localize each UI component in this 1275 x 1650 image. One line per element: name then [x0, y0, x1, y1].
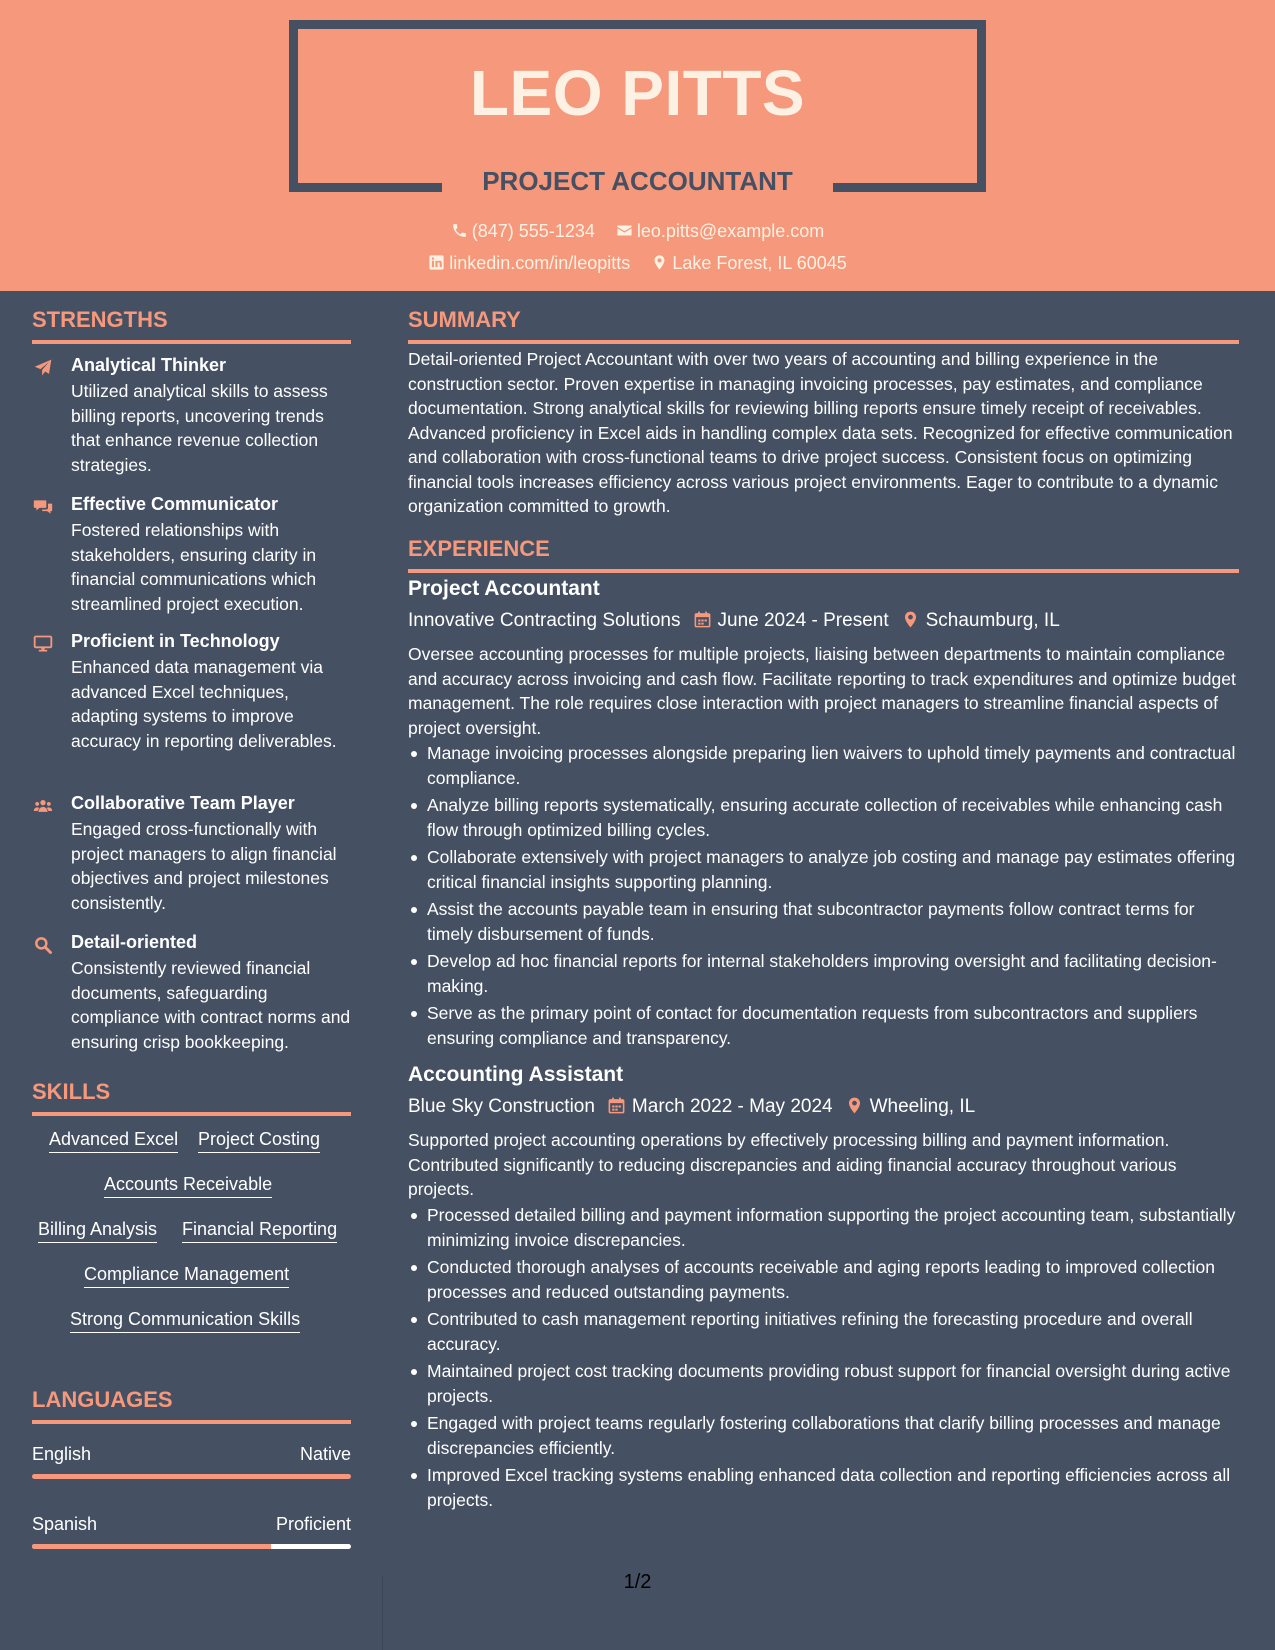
job-meta	[408, 1096, 975, 1118]
language-level: Proficient	[275, 1514, 351, 1534]
users-icon	[32, 796, 54, 816]
language-proficiency-fill	[32, 1544, 271, 1549]
strength-title: Analytical Thinker	[71, 355, 227, 375]
strength-description: Consistently reviewed financial documents, safeguarding compliance with contract norms and ensuring crisp bookkeeping.	[71, 958, 351, 1052]
map-marker-icon	[651, 254, 668, 271]
email-text: leo.pitts@example.com	[636, 221, 825, 241]
candidate-name: LEO PITTS	[469, 57, 806, 129]
comments-icon	[32, 497, 54, 517]
job-location: Schaumburg, IL	[925, 610, 1060, 631]
contact-email[interactable]	[616, 221, 824, 242]
strength-description: Enhanced data management via advanced Excel techniques, adapting systems to improve accuracy in reporting deliverables.	[71, 657, 337, 751]
contact-phone[interactable]	[451, 221, 595, 242]
job-meta	[408, 610, 1060, 632]
desktop-icon	[32, 634, 54, 654]
contact-row	[0, 221, 1275, 242]
resume-header	[0, 0, 1275, 291]
list-item: Contributed to cash management reporting initiatives refining the forecasting procedure and overall accuracy.	[408, 1307, 1238, 1356]
skills-heading: SKILLS	[32, 1079, 351, 1116]
list-item: Serve as the primary point of contact for documentation requests from subcontractors and suppliers ensuring compliance and transparency.	[408, 1001, 1238, 1050]
list-item: Analyze billing reports systematically, ensuring accurate collection of receivables while enhancing cash flow through optimized billing cycles.	[408, 793, 1238, 842]
list-item: Improved Excel tracking systems enabling enhanced data collection and reporting efficiencies across all projects.	[408, 1463, 1238, 1512]
list-item: Collaborate extensively with project managers to analyze job costing and manage pay estimates offering critical financial insights supporting planning.	[408, 845, 1238, 894]
strength-description: Fostered relationships with stakeholders, ensuring clarity in financial communications which streamlined project execution.	[71, 520, 317, 614]
map-marker-icon	[901, 610, 920, 629]
search-icon	[32, 935, 54, 955]
summary-heading: SUMMARY	[408, 307, 1239, 344]
summary-text: Detail-oriented Project Accountant with over two years of accounting and billing experience in the construction sector. Proven expertise in managing invoicing processes, pay estimates, and compliance documentation. Strong analytical skills for reviewing billing reports ensure timely receipt of receivables. Advanced proficiency in Excel aids in handling complex data sets. Recognized for effective communication and collaboration with cross-functional teams to drive project success. Consistent focus on optimizing financial tools increases efficiency across various project environments. Eager to contribute to a dynamic organization committed to growth.	[408, 349, 1233, 516]
skill-tag: Financial Reporting	[182, 1219, 337, 1243]
skill-tag: Accounts Receivable	[104, 1174, 272, 1198]
list-item: Manage invoicing processes alongside preparing lien waivers to uphold timely payments and contractual compliance.	[408, 741, 1238, 790]
skill-tag: Strong Communication Skills	[70, 1309, 300, 1333]
list-item: Engaged with project teams regularly fostering collaborations that clarify billing processes and manage discrepancies efficiently.	[408, 1411, 1238, 1460]
skill-tag: Billing Analysis	[38, 1219, 157, 1243]
strength-title: Effective Communicator	[71, 494, 279, 514]
page-number: 1/2	[623, 1571, 652, 1593]
contact-linkedin[interactable]	[428, 253, 630, 274]
job-bullet-list	[408, 741, 1238, 1053]
linkedin-text: linkedin.com/in/leopitts	[449, 253, 631, 273]
job-location: Wheeling, IL	[869, 1096, 976, 1117]
strength-description: Utilized analytical skills to assess billing reports, uncovering trends that enhance revenue collection strategies.	[71, 381, 328, 475]
languages-heading: LANGUAGES	[32, 1387, 351, 1424]
calendar-icon	[607, 1096, 626, 1115]
linkedin-icon	[428, 254, 445, 271]
job-title: Project Accountant	[408, 577, 600, 600]
candidate-title: PROJECT ACCOUNTANT	[482, 166, 793, 196]
contact-location	[651, 253, 846, 274]
strength-title: Collaborative Team Player	[71, 793, 295, 813]
phone-text: (847) 555-1234	[471, 221, 595, 241]
language-proficiency-bar	[32, 1474, 351, 1479]
language-level: Native	[299, 1444, 351, 1464]
skill-tag: Advanced Excel	[49, 1129, 178, 1153]
job-bullet-list	[408, 1203, 1238, 1515]
list-item: Develop ad hoc financial reports for internal stakeholders improving oversight and facilitating decision-making.	[408, 949, 1238, 998]
envelope-icon	[616, 222, 633, 239]
paper-plane-icon	[32, 358, 54, 378]
job-dates: March 2022 - May 2024	[631, 1096, 833, 1117]
list-item: Processed detailed billing and payment information supporting the project accounting team, substantially minimizing invoice discrepancies.	[408, 1203, 1238, 1252]
strengths-heading: STRENGTHS	[32, 307, 351, 344]
experience-heading: EXPERIENCE	[408, 536, 1239, 573]
skill-tag: Compliance Management	[84, 1264, 289, 1288]
job-company: Blue Sky Construction	[408, 1096, 595, 1117]
list-item: Conducted thorough analyses of accounts receivable and aging reports leading to improved collection processes and reduced outstanding payments.	[408, 1255, 1238, 1304]
list-item: Maintained project cost tracking documents providing robust support for financial oversight during active projects.	[408, 1359, 1238, 1408]
list-item: Assist the accounts payable team in ensuring that subcontractor payments follow contract terms for timely disbursement of funds.	[408, 897, 1238, 946]
contact-row	[0, 253, 1275, 274]
language-proficiency-fill	[32, 1474, 351, 1479]
language-name: Spanish	[32, 1514, 98, 1534]
strength-description: Engaged cross-functionally with project managers to align financial objectives and project milestones consistently.	[71, 819, 337, 913]
job-title: Accounting Assistant	[408, 1063, 624, 1086]
strength-title: Proficient in Technology	[71, 631, 280, 651]
strength-title: Detail-oriented	[71, 932, 198, 952]
calendar-icon	[693, 610, 712, 629]
job-description: Oversee accounting processes for multiple projects, liaising between departments to maintain compliance and accuracy across invoicing and cash flow. Facilitate reporting to track expenditures and optimize budget management. The role requires close interaction with project managers to streamline financial aspects of project oversight.	[408, 644, 1236, 738]
location-text: Lake Forest, IL 60045	[672, 253, 847, 273]
skill-tag: Project Costing	[198, 1129, 320, 1153]
job-dates: June 2024 - Present	[717, 610, 889, 631]
phone-icon	[451, 222, 468, 239]
job-company: Innovative Contracting Solutions	[408, 610, 681, 631]
job-description: Supported project accounting operations by effectively processing billing and payment information. Contributed significantly to reducing discrepancies and aiding financial accuracy throughout various projects.	[408, 1130, 1177, 1199]
language-proficiency-bar	[32, 1544, 351, 1549]
map-marker-icon	[845, 1096, 864, 1115]
language-name: English	[32, 1444, 92, 1464]
